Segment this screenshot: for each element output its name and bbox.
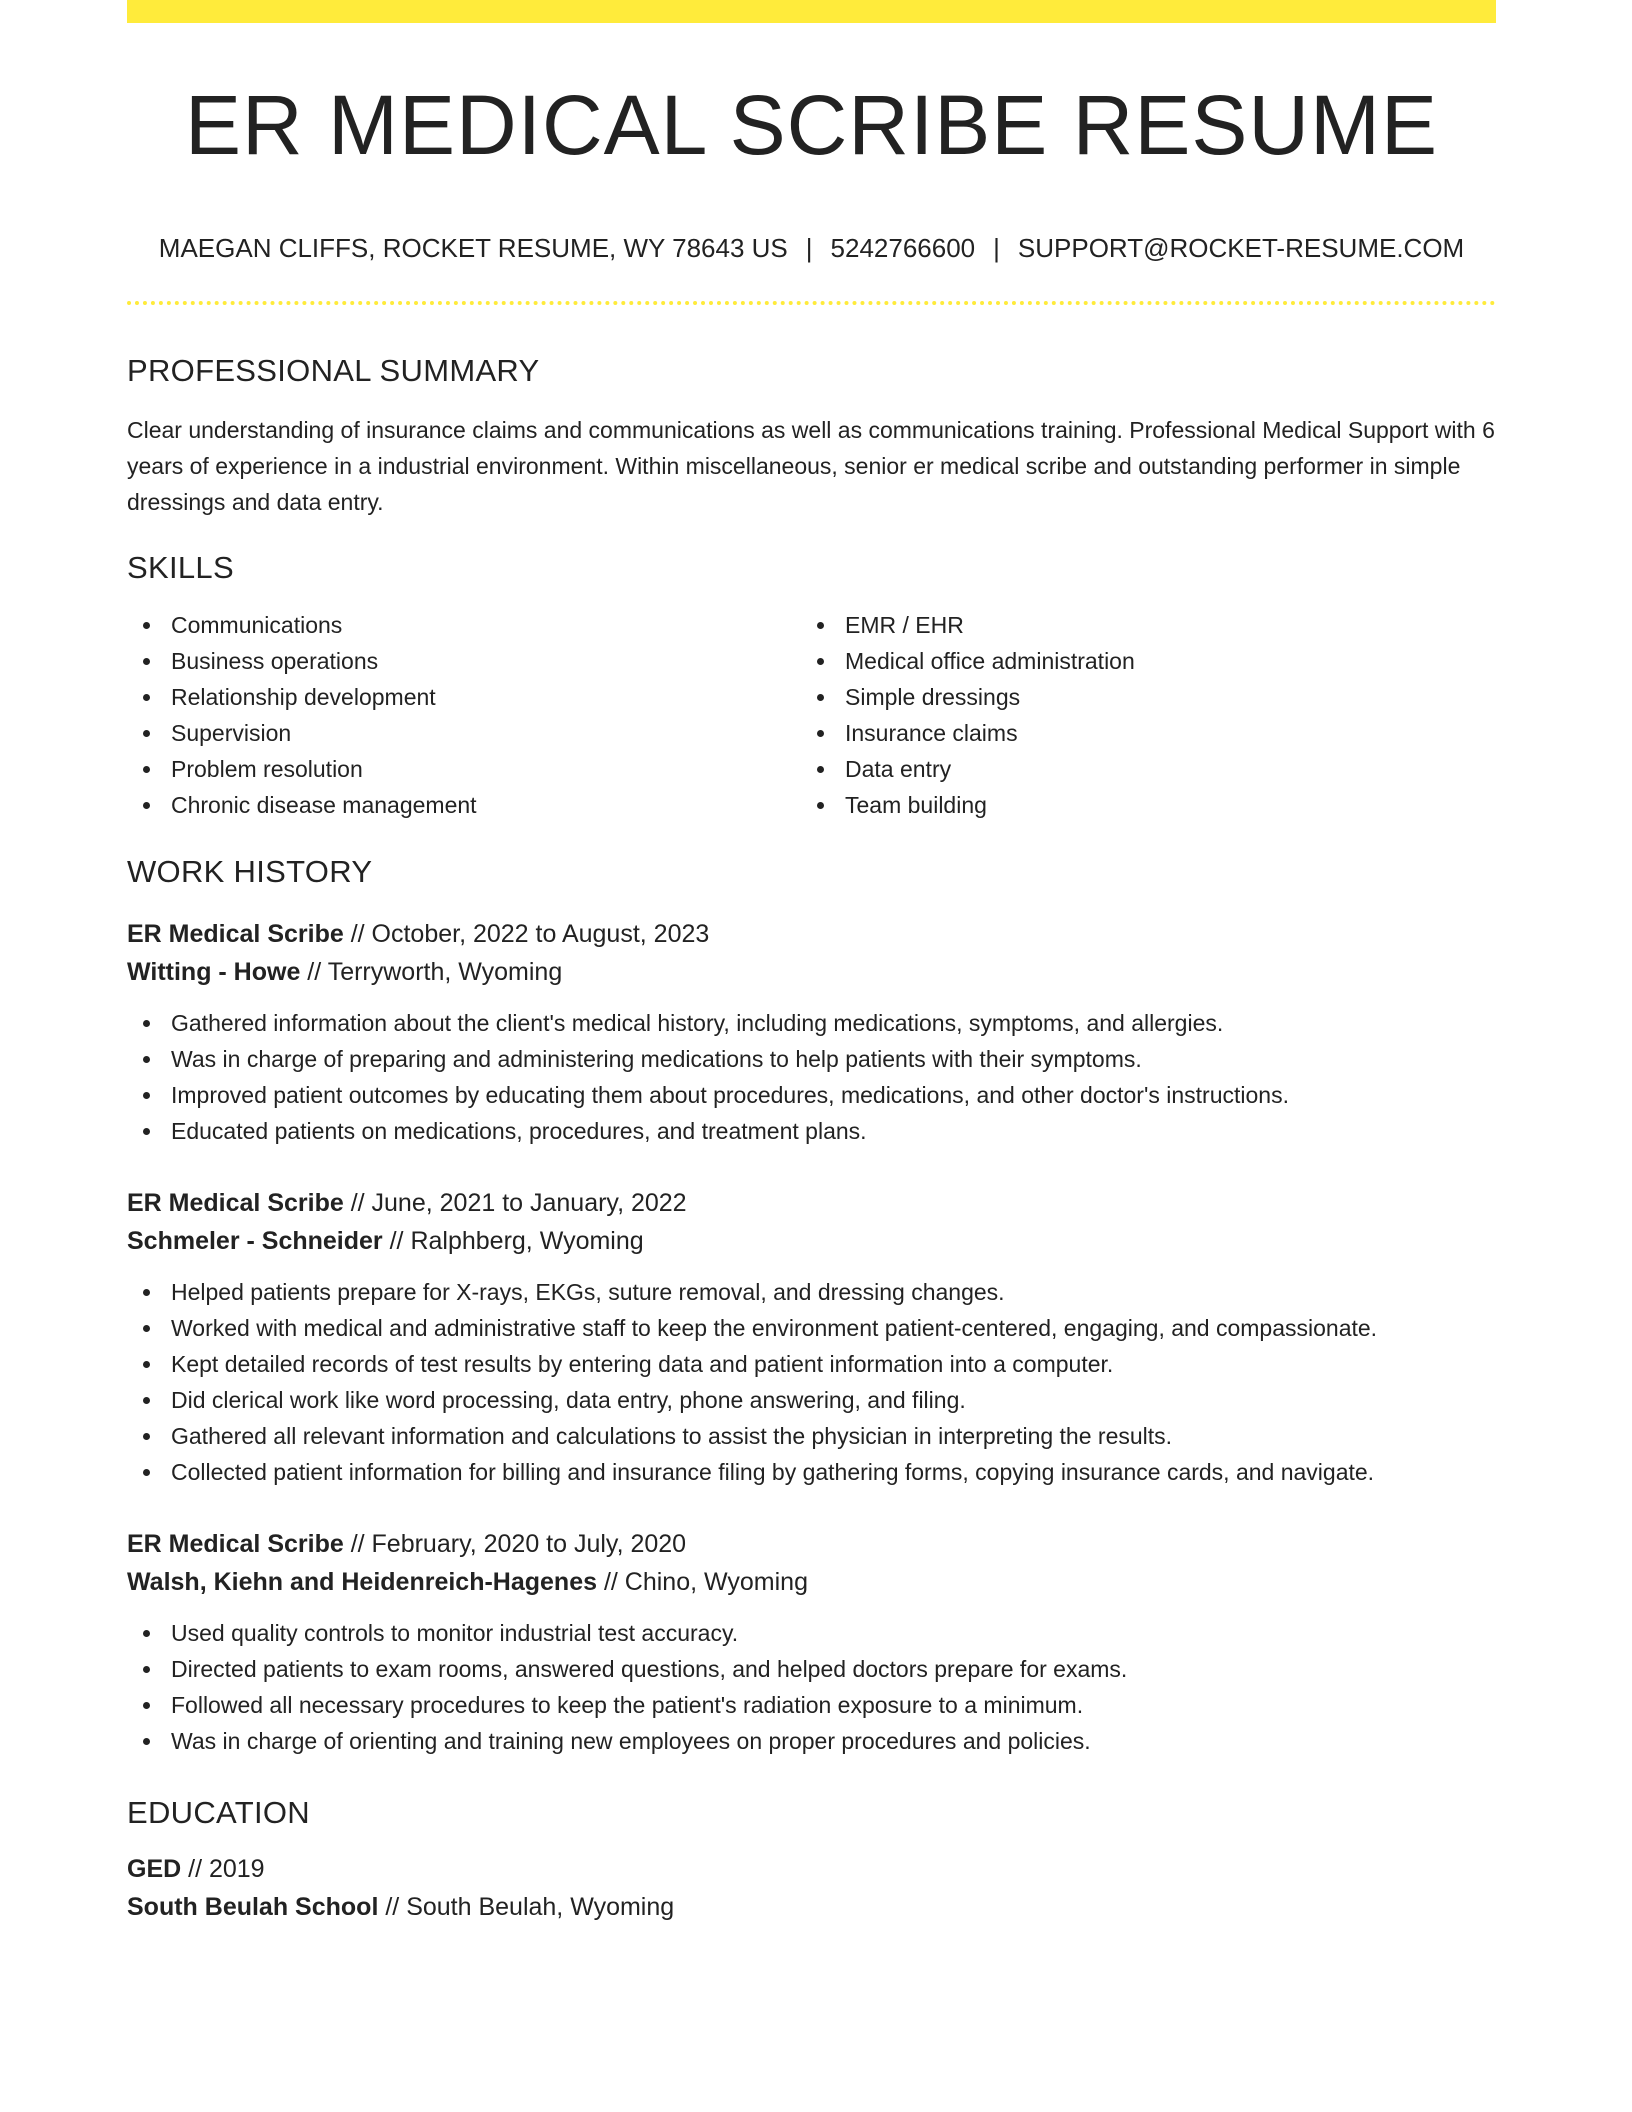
skill-item: Chronic disease management [127, 787, 801, 823]
contact-separator: | [993, 233, 1000, 263]
job-company-line [127, 953, 1496, 991]
skill-item: Data entry [801, 751, 1475, 787]
accent-bar [127, 0, 1496, 23]
summary-section [127, 355, 1496, 520]
education-location: // South Beulah, Wyoming [378, 1893, 675, 1921]
education-school: South Beulah School [127, 1893, 379, 1921]
work-history-heading: WORK HISTORY [127, 854, 373, 889]
job-entry [127, 915, 1496, 1149]
education-degree-line [127, 1850, 1496, 1888]
job-title: ER Medical Scribe [127, 1189, 344, 1217]
job-location: // Terryworth, Wyoming [300, 958, 563, 986]
skill-item: Simple dressings [801, 679, 1475, 715]
job-bullet: Was in charge of preparing and administering medications to help patients with their symptoms. [127, 1041, 1496, 1077]
education-heading: EDUCATION [127, 1795, 310, 1830]
skills-list-left [127, 607, 801, 823]
job-title-line [127, 915, 1496, 953]
job-dates: // June, 2021 to January, 2022 [343, 1189, 687, 1217]
job-bullet: Helped patients prepare for X-rays, EKGs, suture removal, and dressing changes. [127, 1274, 1496, 1310]
skill-item: Insurance claims [801, 715, 1475, 751]
education-degree: GED [127, 1855, 182, 1883]
job-bullets [127, 1005, 1496, 1149]
job-bullet: Improved patient outcomes by educating them about procedures, medications, and other doctor's instructions. [127, 1077, 1496, 1113]
job-location: // Ralphberg, Wyoming [382, 1227, 644, 1255]
job-entry [127, 1525, 1496, 1759]
skill-item: EMR / EHR [801, 607, 1475, 643]
page-title: ER MEDICAL SCRIBE RESUME [184, 78, 1439, 172]
job-entry [127, 1184, 1496, 1490]
skill-item: Communications [127, 607, 801, 643]
job-title: ER Medical Scribe [127, 1530, 344, 1558]
job-bullet: Kept detailed records of test results by entering data and patient information into a computer. [127, 1346, 1496, 1382]
contact-phone: 5242766600 [830, 233, 976, 263]
skill-item: Problem resolution [127, 751, 801, 787]
job-bullet: Followed all necessary procedures to keep the patient's radiation exposure to a minimum. [127, 1687, 1496, 1723]
education-section [127, 1797, 1496, 1926]
job-location: // Chino, Wyoming [597, 1568, 808, 1596]
job-title-line [127, 1184, 1496, 1222]
job-bullets [127, 1274, 1496, 1490]
work-history-section [127, 856, 1496, 887]
skill-item: Medical office administration [801, 643, 1475, 679]
job-bullet: Worked with medical and administrative staff to keep the environment patient-centered, engaging, and compassionate. [127, 1310, 1496, 1346]
resume-page [127, 0, 1496, 1921]
skills-columns [127, 607, 1496, 823]
skill-item: Supervision [127, 715, 801, 751]
skill-item: Relationship development [127, 679, 801, 715]
contact-separator: | [805, 233, 813, 263]
contact-email: SUPPORT@ROCKET-RESUME.COM [1017, 233, 1465, 263]
job-company: Schmeler - Schneider [127, 1227, 383, 1255]
job-bullet: Directed patients to exam rooms, answered questions, and helped doctors prepare for exams. [127, 1651, 1496, 1687]
job-company: Witting - Howe [127, 958, 301, 986]
job-bullets [127, 1615, 1496, 1759]
job-bullet: Was in charge of orienting and training new employees on proper procedures and policies. [127, 1723, 1496, 1759]
education-year: // 2019 [181, 1855, 265, 1883]
skills-list-right [801, 607, 1475, 823]
skill-item: Team building [801, 787, 1475, 823]
contact-address: MAEGAN CLIFFS, ROCKET RESUME, WY 78643 US [158, 233, 788, 263]
job-bullet: Gathered all relevant information and calculations to assist the physician in interpreting the results. [127, 1418, 1496, 1454]
job-bullet: Gathered information about the client's medical history, including medications, symptoms, and allergies. [127, 1005, 1496, 1041]
summary-heading: PROFESSIONAL SUMMARY [127, 353, 540, 388]
job-bullet: Educated patients on medications, procedures, and treatment plans. [127, 1113, 1496, 1149]
summary-text: Clear understanding of insurance claims and communications as well as communications training. Professional Medical Support with 6 years of experience in a industrial environment. Within miscellaneous, senior er medical scribe and outstanding performer in simple dressings and data entry. [127, 417, 1495, 515]
job-title: ER Medical Scribe [127, 920, 344, 948]
job-dates: // October, 2022 to August, 2023 [343, 920, 710, 948]
education-school-line [127, 1888, 1496, 1926]
job-bullet: Did clerical work like word processing, data entry, phone answering, and filing. [127, 1382, 1496, 1418]
job-company-line [127, 1222, 1496, 1260]
contact-line [127, 235, 1496, 261]
skills-heading: SKILLS [127, 550, 234, 585]
job-company: Walsh, Kiehn and Heidenreich-Hagenes [127, 1568, 598, 1596]
job-dates: // February, 2020 to July, 2020 [343, 1530, 687, 1558]
job-title-line [127, 1525, 1496, 1563]
header-divider [127, 301, 1496, 305]
job-bullet: Collected patient information for billing and insurance filing by gathering forms, copying insurance cards, and navigate. [127, 1454, 1496, 1490]
job-company-line [127, 1563, 1496, 1601]
job-bullet: Used quality controls to monitor industrial test accuracy. [127, 1615, 1496, 1651]
skills-section [127, 552, 1496, 823]
skill-item: Business operations [127, 643, 801, 679]
